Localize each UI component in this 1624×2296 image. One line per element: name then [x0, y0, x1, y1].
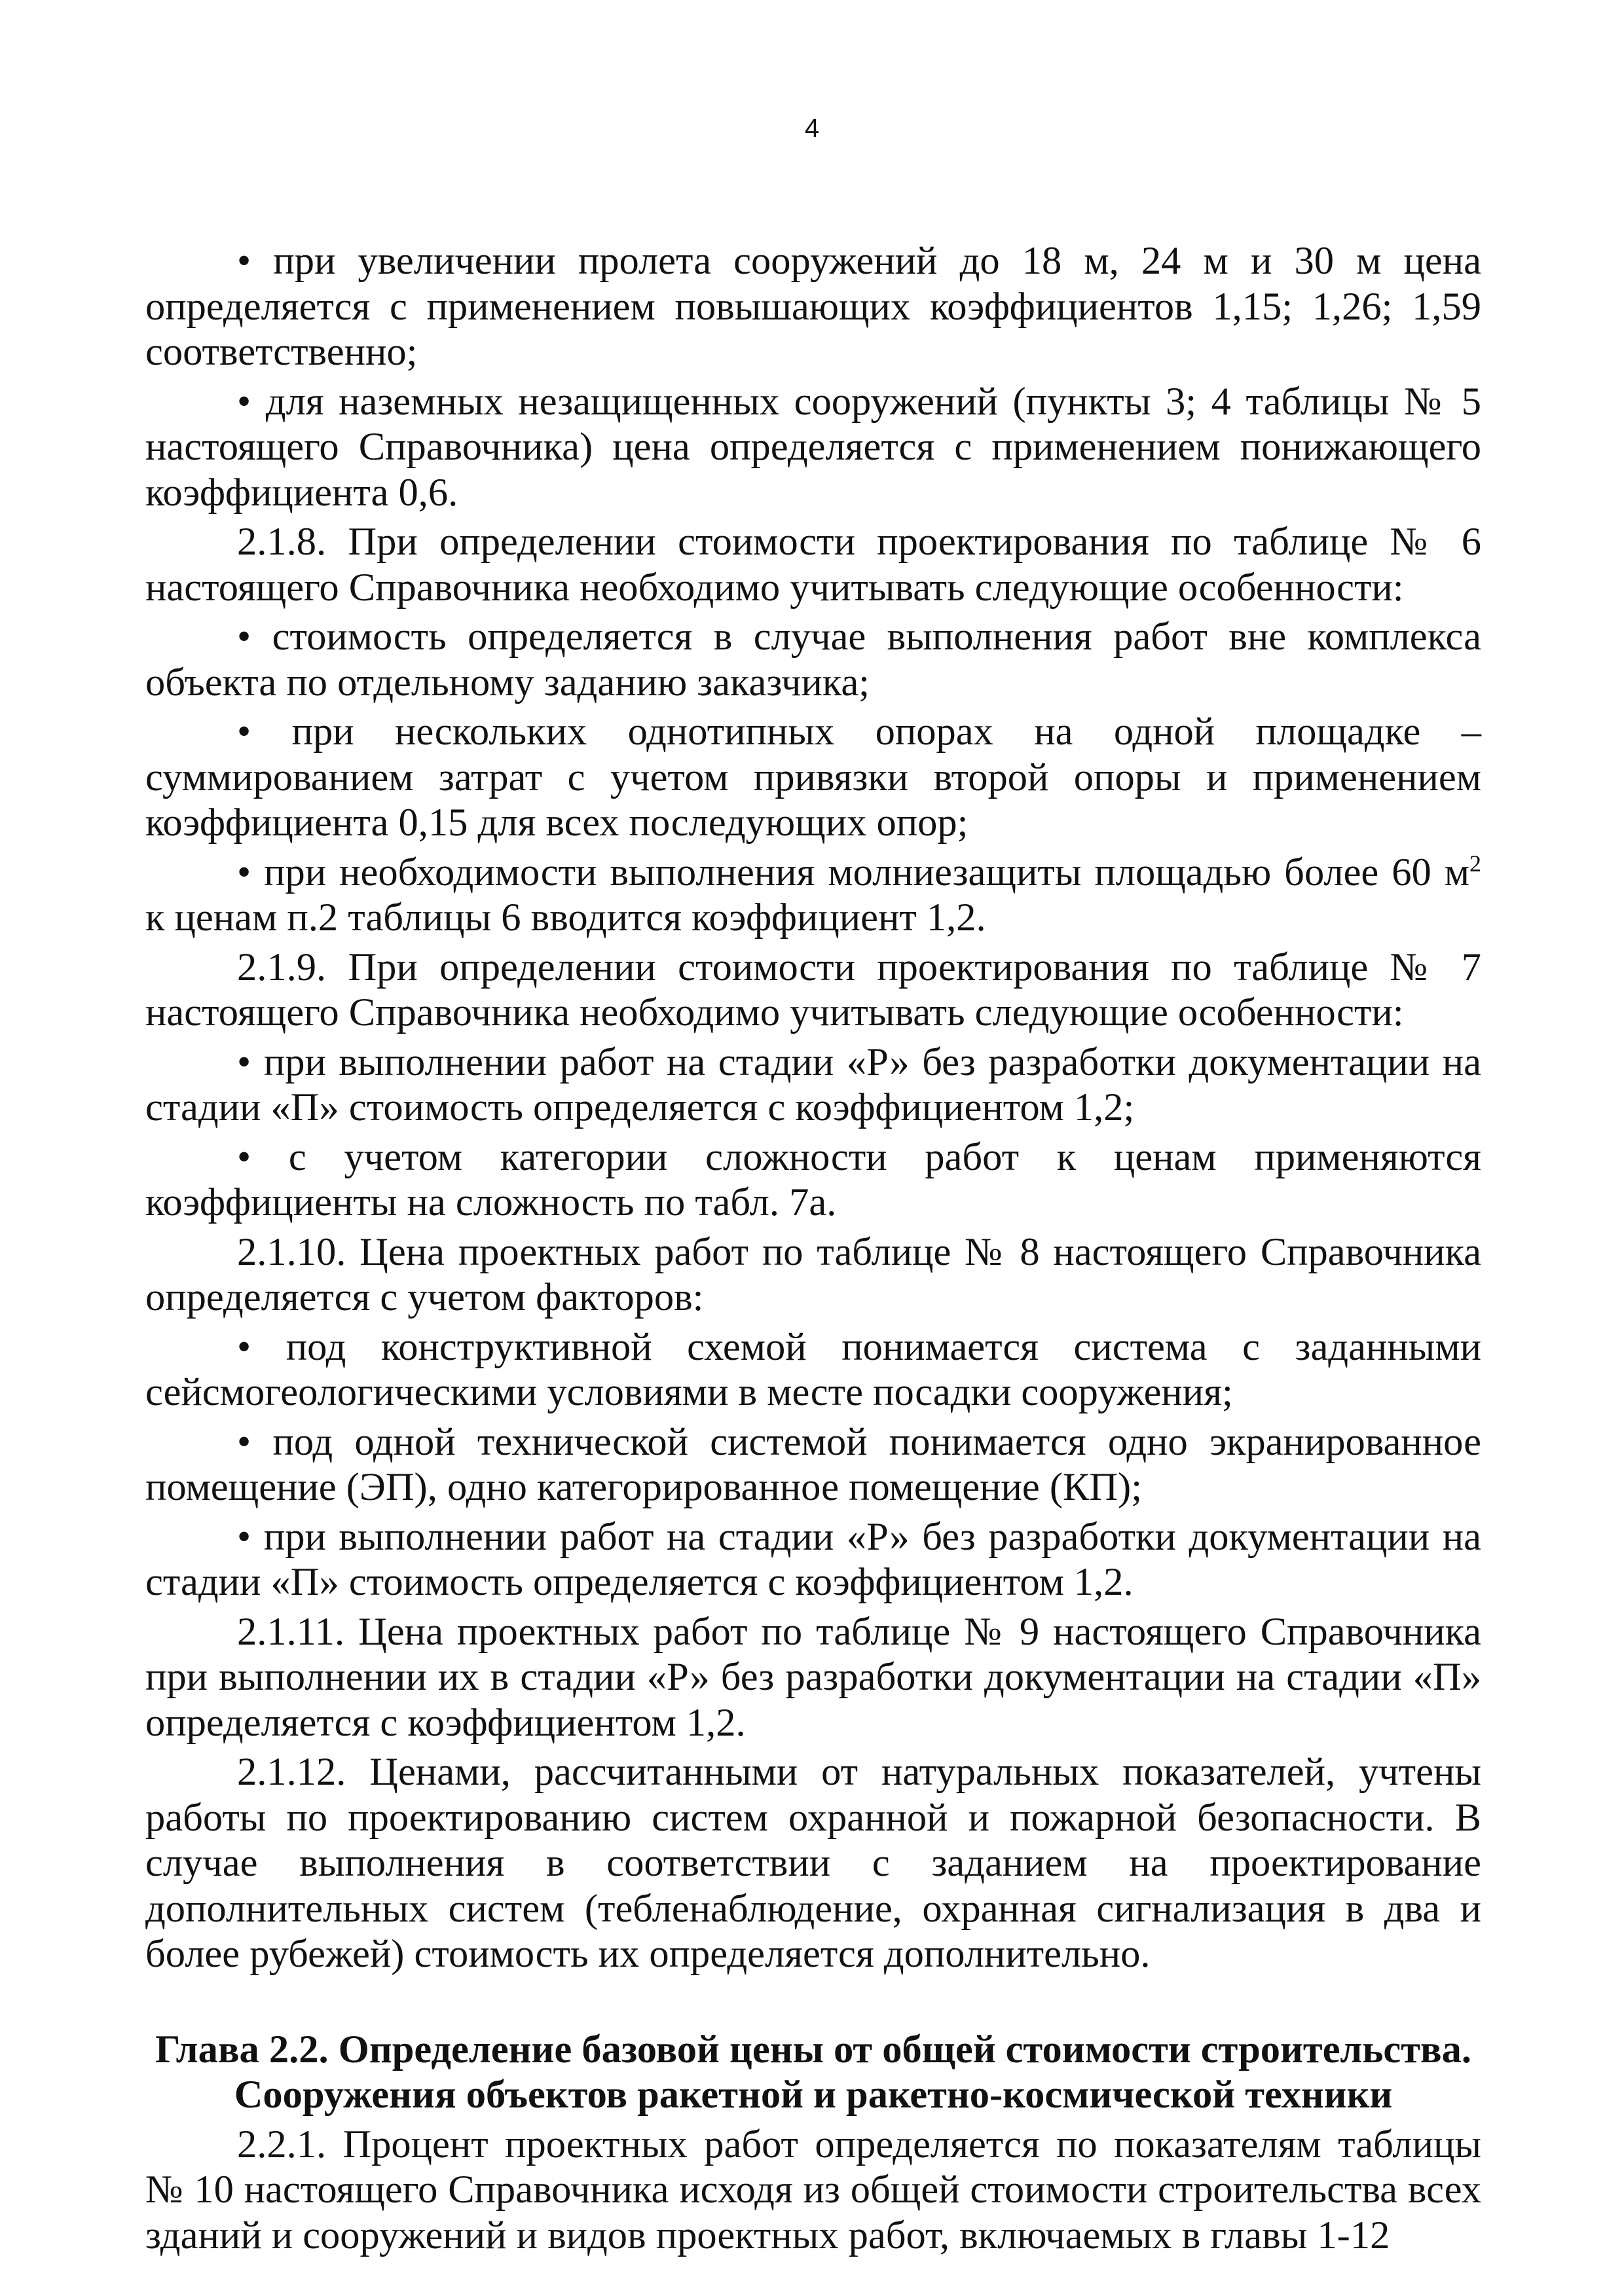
paragraph-2-2-1: 2.2.1. Процент проектных работ определяется по показателям таблицы № 10 настоящего Справочника исходя из общей стоимости строительства всех зданий и сооружений и видов проектных работ, включаемых в главы 1-12	[145, 2122, 1481, 2257]
bullet-separate-assignment: • стоимость определяется в случае выполнения работ вне комплекса объекта по отдельному заданию заказчика;	[145, 614, 1481, 705]
paragraph-2-1-10: 2.1.10. Цена проектных работ по таблице № 8 настоящего Справочника определяется с учетом факторов:	[145, 1230, 1481, 1319]
lightning-text-before: при необходимости выполнения молниезащиты площадью более 60 м	[264, 850, 1469, 894]
bullet-span-coefficients: • при увеличении пролета сооружений до 18 м, 24 м и 30 м цена определяется с применением повышающих коэффициентов 1,15; 1,26; 1,59 соответственно;	[145, 238, 1481, 375]
paragraph-2-1-12: 2.1.12. Ценами, рассчитанными от натуральных показателей, учтены работы по проектированию систем охранной и пожарной безопасности. В случае выполнения в соответствии с заданием на проектирование дополнительных систем (тебленаблюдение, охранная сигнализация в два и более рубежей) стоимость их определяется дополнительно.	[145, 1750, 1481, 1976]
chapter-heading-line-2: Сооружения объектов ракетной и ракетно-космической техники	[234, 2073, 1393, 2117]
page-content	[145, 234, 1481, 2258]
paragraph-2-1-8: 2.1.8. При определении стоимости проектирования по таблице № 6 настоящего Справочника необходимо учитывать следующие особенности:	[145, 520, 1481, 610]
bullet-multiple-supports: • при нескольких однотипных опорах на одной площадке – суммированием затрат с учетом привязки второй опоры и применением коэффициента 0,15 для всех последующих опор;	[145, 709, 1481, 846]
bullet-stage-r-coefficient-2: • при выполнении работ на стадии «Р» без разработки документации на стадии «П» стоимость определяется с коэффициентом 1,2.	[145, 1514, 1481, 1605]
bullet-complexity-category: • с учетом категории сложности работ к ценам применяются коэффициенты на сложность по табл. 7а.	[145, 1135, 1481, 1226]
chapter-heading-line-1: Глава 2.2. Определение базовой цены от общей стоимости строительства.	[155, 2027, 1471, 2071]
square-superscript: 2	[1469, 850, 1481, 877]
page-number: 4	[804, 114, 820, 143]
bullet-structural-scheme: • под конструктивной схемой понимается система с заданными сейсмогеологическими условиями в месте посадки сооружения;	[145, 1324, 1481, 1415]
lightning-text-after: к ценам п.2 таблицы 6 вводится коэффициент 1,2.	[145, 896, 986, 939]
bullet-lightning-protection	[145, 850, 1481, 941]
bullet-technical-system: • под одной технической системой понимается одно экранированное помещение (ЭП), одно категорированное помещение (КП);	[145, 1419, 1481, 1510]
paragraph-2-1-11: 2.1.11. Цена проектных работ по таблице № 9 настоящего Справочника при выполнении их в стадии «Р» без разработки документации на стадии «П» определяется с коэффициентом 1,2.	[145, 1609, 1481, 1745]
bullet-ground-structures: • для наземных незащищенных сооружений (пункты 3; 4 таблицы № 5 настоящего Справочника) цена определяется с применением понижающего коэффициента 0,6.	[145, 379, 1481, 516]
bullet-stage-r-coefficient: • при выполнении работ на стадии «Р» без разработки документации на стадии «П» стоимость определяется с коэффициентом 1,2;	[145, 1040, 1481, 1131]
paragraph-2-1-9: 2.1.9. При определении стоимости проектирования по таблице № 7 настоящего Справочника необходимо учитывать следующие особенности:	[145, 945, 1481, 1034]
chapter-heading	[145, 2027, 1481, 2118]
